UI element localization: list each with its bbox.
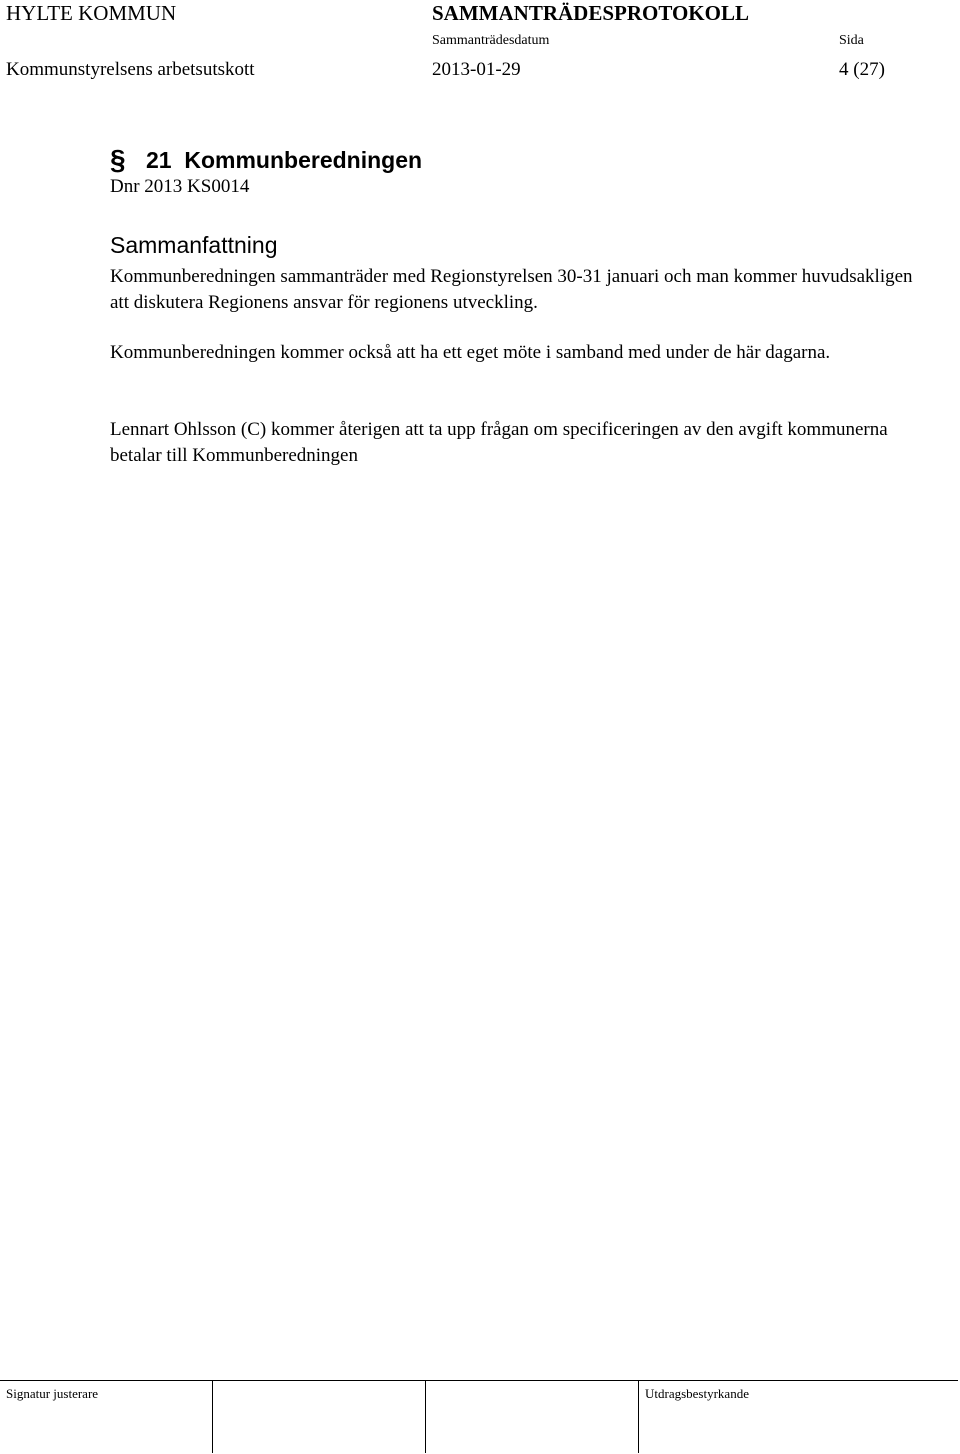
page-label: Sida — [839, 33, 864, 48]
summary-heading: Sammanfattning — [110, 232, 278, 258]
meeting-date: 2013-01-29 — [432, 59, 521, 80]
signature-footer — [0, 1380, 958, 1453]
meeting-date-label: Sammanträdesdatum — [432, 33, 550, 48]
case-number: Dnr 2013 KS0014 — [110, 176, 250, 197]
signature-cell — [0, 1381, 213, 1453]
paragraph: Kommunberedningen kommer också att ha ett eget möte i samband med under de här dagarna. — [110, 342, 831, 363]
document-type: SAMMANTRÄDESPROTOKOLL — [432, 1, 749, 25]
section-sign: § — [110, 144, 126, 175]
signature-cell — [213, 1381, 426, 1453]
section-title: 21 Kommunberedningen — [146, 147, 423, 173]
page-number: 4 (27) — [839, 59, 885, 80]
certification-cell — [639, 1381, 958, 1453]
paragraph: Kommunberedningen sammanträder med Regionstyrelsen 30-31 januari och man kommer huvudsakligen att diskutera Regionens ansvar för regionens utveckling. — [110, 266, 913, 313]
organization-name: HYLTE KOMMUN — [6, 1, 177, 25]
signature-label: Signatur justerare — [6, 1386, 99, 1401]
committee-name: Kommunstyrelsens arbetsutskott — [6, 59, 255, 80]
paragraph: Lennart Ohlsson (C) kommer återigen att ta upp frågan om specificeringen av den avgift kommunerna betalar till Kommunberedningen — [110, 419, 888, 466]
certification-label: Utdragsbestyrkande — [645, 1386, 749, 1401]
signature-cell — [426, 1381, 639, 1453]
